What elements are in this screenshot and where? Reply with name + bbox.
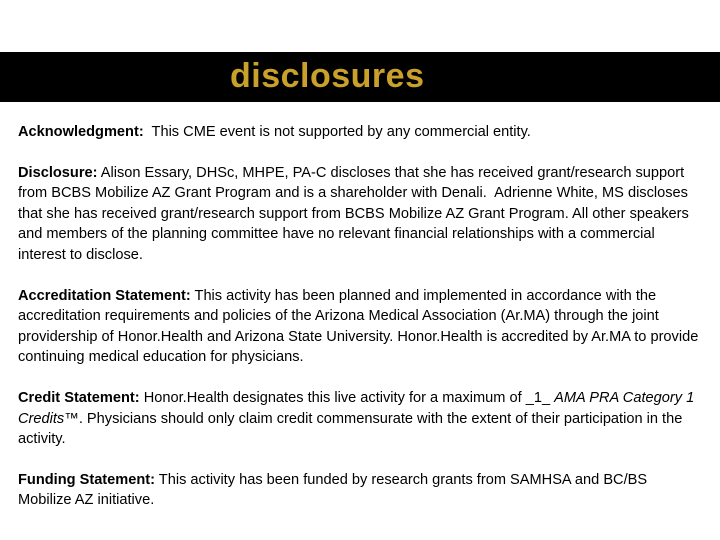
disclosure-text: Alison Essary, DHSc, MHPE, PA-C discloses that she has received grant/research support from BCBS Mobilize AZ Grant Program and is a shareholder with Denali. Adrienne White, MS discloses that she has received grant/research support from BCBS Mobilize AZ Grant Program. All other speakers and members of the planning committee have no relevant financial relationships with a commercial interest to disclose. xyxy=(18,164,693,263)
page-title: disclosures xyxy=(230,57,425,95)
funding-paragraph xyxy=(18,470,704,511)
credit-paragraph xyxy=(18,388,704,450)
funding-text: This activity has been funded by research grants from SAMHSA and BC/BS Mobilize AZ initiative. xyxy=(18,471,652,509)
title-bar xyxy=(0,52,720,102)
acknowledgment-text: This CME event is not supported by any commercial entity. xyxy=(143,124,531,140)
funding-label: Funding Statement: xyxy=(18,471,156,488)
disclosure-content xyxy=(18,122,704,531)
acknowledgment-label: Acknowledgment: xyxy=(18,124,144,140)
disclosure-label: Disclosure: xyxy=(18,164,98,181)
credit-text-after: . Physicians should only claim credit commensurate with the extent of their participation in the activity. xyxy=(18,410,683,448)
accreditation-text: This activity has been planned and implemented in accordance with the accreditation requirements and policies of the Arizona Medical Association (Ar.MA) through the joint providership of Honor.Health and Arizona State University. Honor.Health is accredited by Ar.MA to provide continuing medical education for physicians. xyxy=(18,287,703,366)
accreditation-paragraph xyxy=(18,286,704,368)
credit-text-before: Honor.Health designates this live activity for a maximum of _1_ xyxy=(139,389,555,406)
accreditation-label: Accreditation Statement: xyxy=(18,287,191,304)
credit-label: Credit Statement: xyxy=(18,389,140,406)
disclosure-paragraph xyxy=(18,163,704,266)
acknowledgment-paragraph xyxy=(18,122,704,143)
credit-designation: AMA PRA Category 1 Credits™ xyxy=(18,389,695,427)
